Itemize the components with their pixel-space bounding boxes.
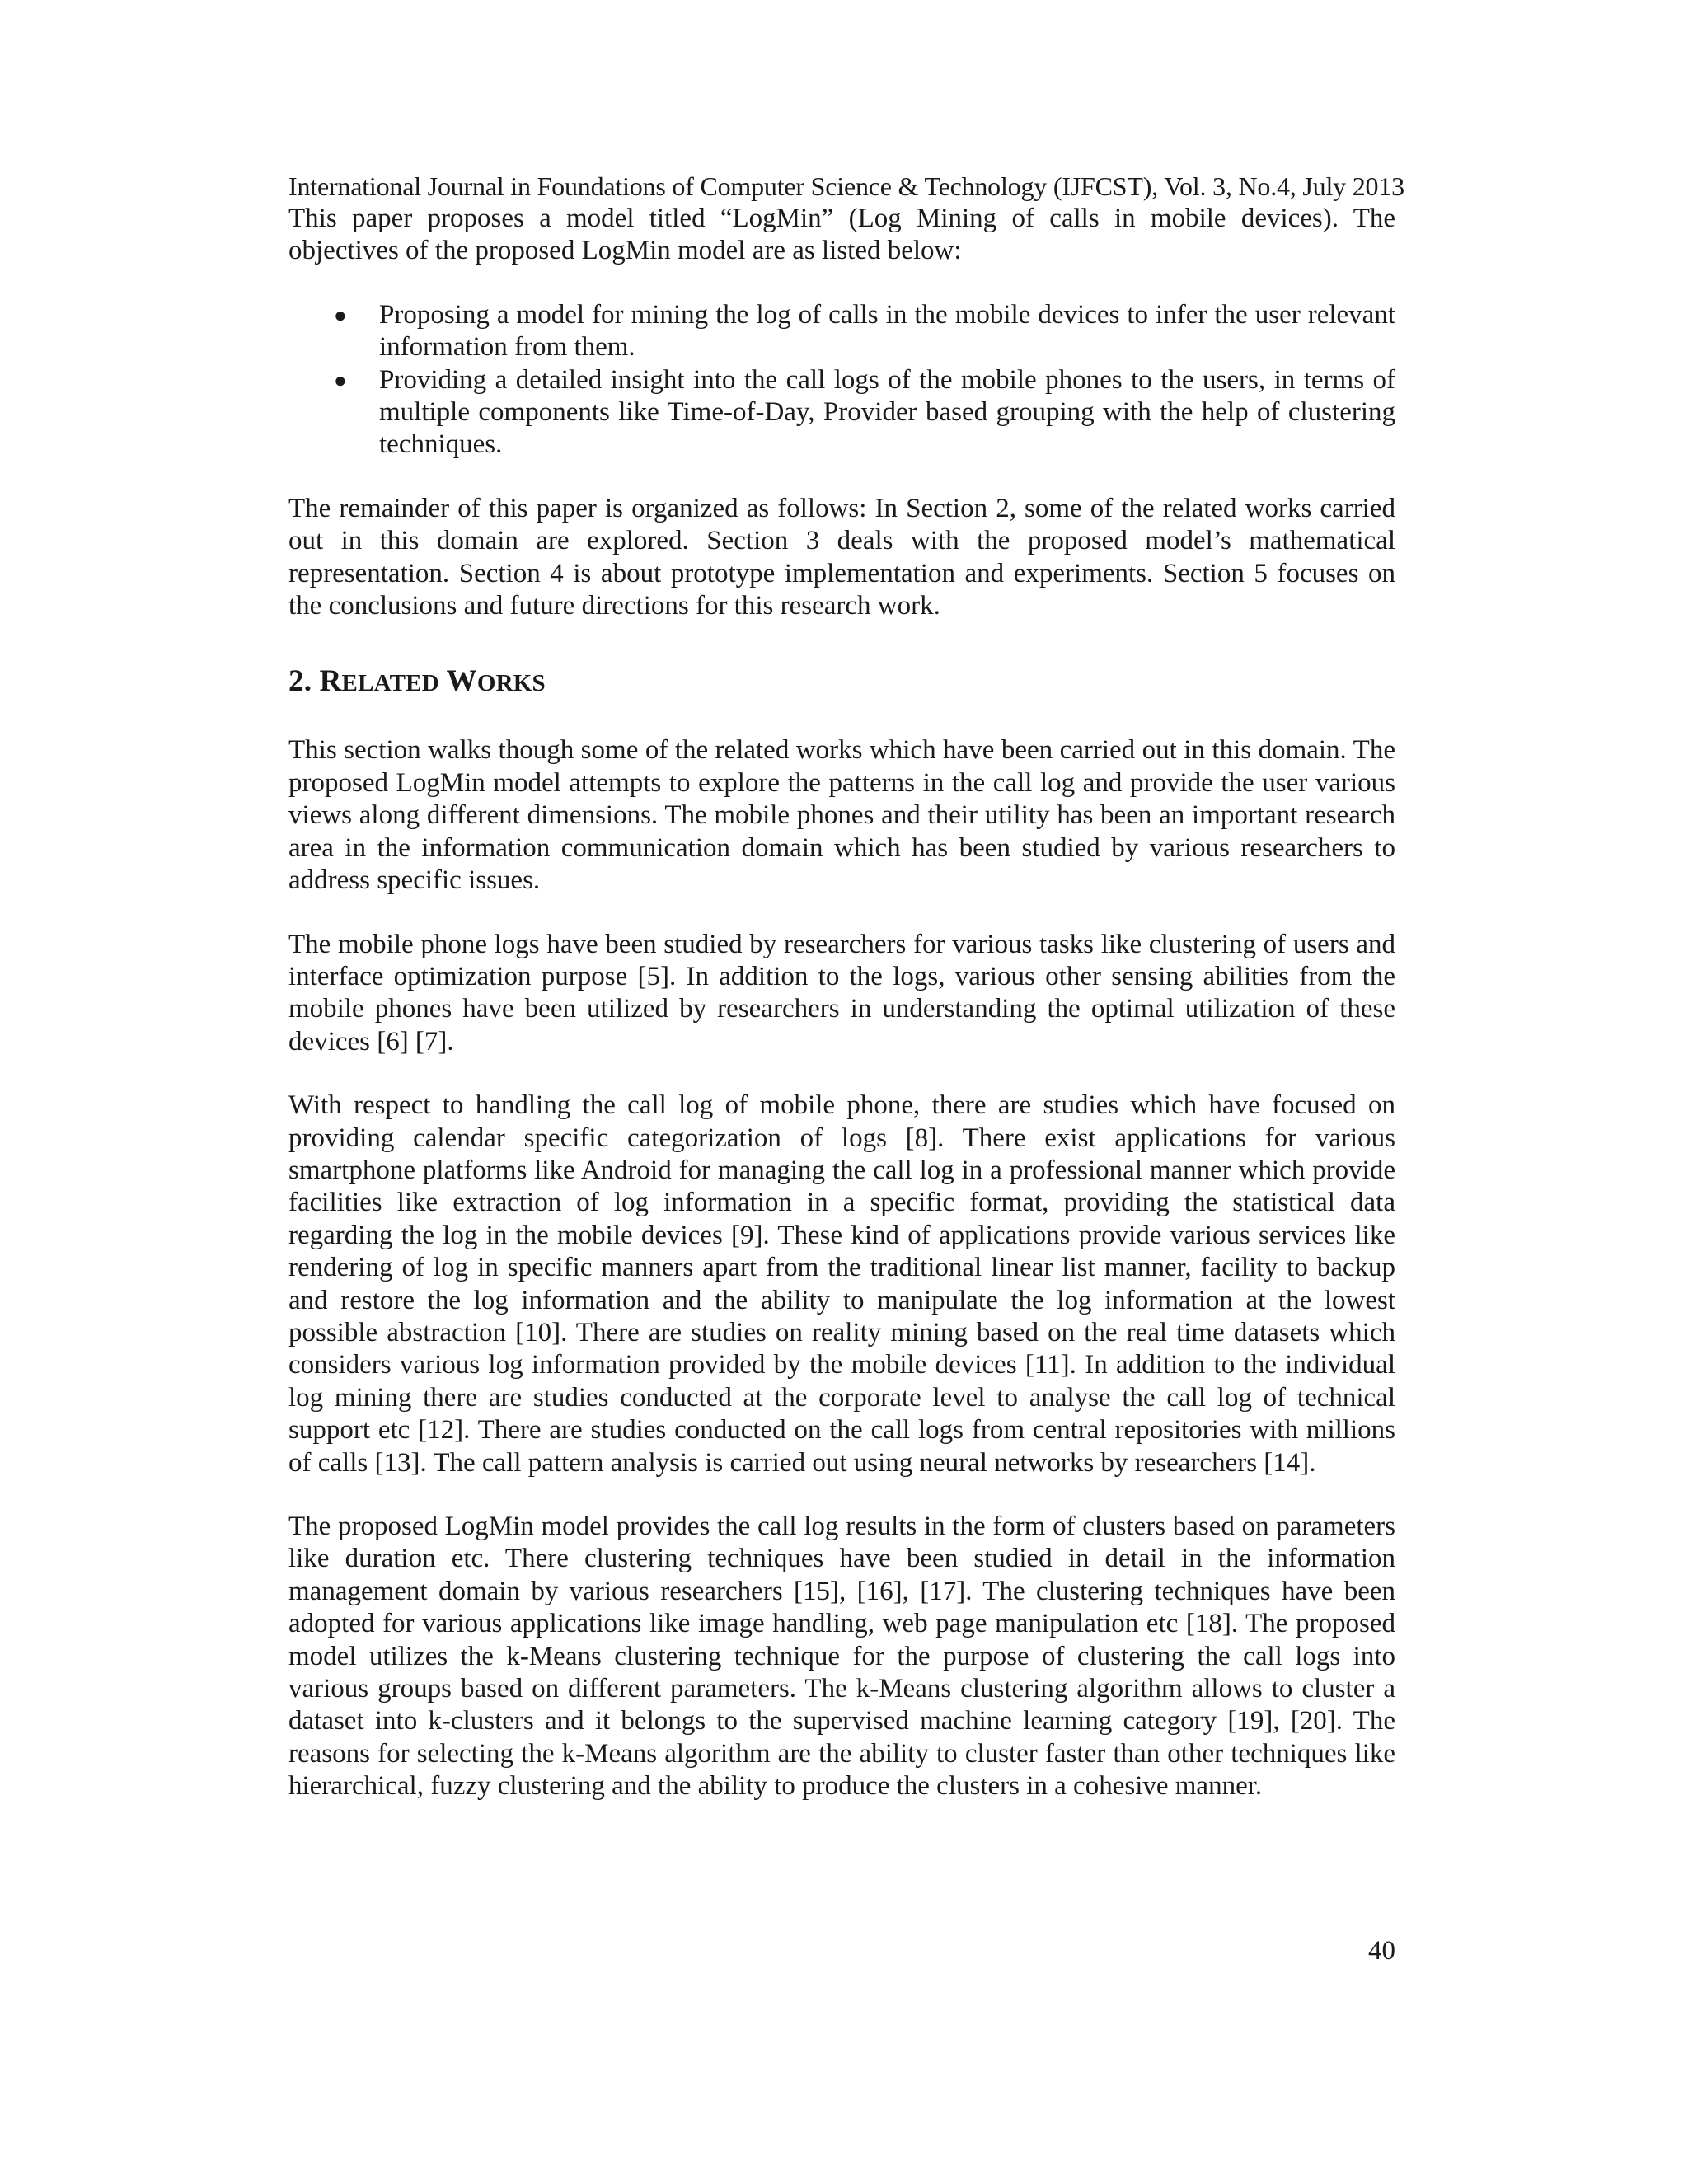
section-number: 2.: [288, 664, 312, 699]
running-header: International Journal in Foundations of Computer Science & Technology (IJFCST), Vol. 3, No.4, July 2013: [288, 171, 1404, 201]
paper-page: [288, 170, 1404, 1803]
bullet-icon: ●: [334, 302, 347, 327]
section-title-rest-1: ELATED: [341, 670, 439, 697]
list-item-text: Proposing a model for mining the log of calls in the mobile devices to infer the user relevant information from them.: [379, 299, 1395, 363]
section-heading: [288, 663, 1395, 701]
section-title-rest-2: ORKS: [476, 670, 546, 697]
section-title-initial-1: R: [319, 664, 342, 699]
section-paragraph: With respect to handling the call log of mobile phone, there are studies which have focused on providing calendar specific categorization of logs [8]. There exist applications for various smartphone platforms like Android for managing the call log in a professional manner which provide facilities like extraction of log information in a specific format, providing the statistical data regarding the log in the mobile devices [9]. These kind of applications provide various services like rendering of log in specific manners apart from the traditional linear list manner, facility to backup and restore the log information and the ability to manipulate the log information at the lowest possible abstraction [10]. There are studies on reality mining based on the real time datasets which considers various log information provided by the mobile devices [11]. In addition to the individual log mining there are studies conducted at the corporate level to analyse the call log of technical support etc [12]. There are studies conducted on the call logs from central repositories with millions of calls [13]. The call pattern analysis is carried out using neural networks by researchers [14].: [288, 1090, 1395, 1478]
objectives-list: [288, 299, 1395, 462]
bullet-icon: ●: [334, 368, 347, 392]
list-item: [288, 364, 1395, 462]
page-number: 40: [1368, 1936, 1395, 1966]
list-item: [288, 299, 1395, 364]
section-paragraph: The proposed LogMin model provides the call log results in the form of clusters based on parameters like duration etc. There clustering techniques have been studied in detail in the information management domain by various researchers [15], [16], [17]. The clustering techniques have been adopted for various applications like image handling, web page manipulation etc [18]. The proposed model utilizes the k-Means clustering technique for the purpose of clustering the call logs into various groups based on different parameters. The k-Means clustering algorithm allows to cluster a dataset into k-clusters and it belongs to the supervised machine learning category [19], [20]. The reasons for selecting the k-Means algorithm are the ability to cluster faster than other techniques like hierarchical, fuzzy clustering and the ability to produce the clusters in a cohesive manner.: [288, 1511, 1395, 1802]
section-paragraph: The mobile phone logs have been studied by researchers for various tasks like clustering of users and interface optimization purpose [5]. In addition to the logs, various other sensing abilities from the mobile phones have been utilized by researchers in understanding the optimal utilization of these devices [6] [7].: [288, 929, 1395, 1057]
organization-paragraph: The remainder of this paper is organized as follows: In Section 2, some of the related works carried out in this domain are explored. Section 3 deals with the proposed model’s mathematical representation. Section 4 is about prototype implementation and experiments. Section 5 focuses on the conclusions and future directions for this research work.: [288, 493, 1395, 621]
intro-paragraph: This paper proposes a model titled “LogMin” (Log Mining of calls in mobile devices). The objectives of the proposed LogMin model are as listed below:: [288, 204, 1395, 266]
section-paragraph: This section walks though some of the related works which have been carried out in this domain. The proposed LogMin model attempts to explore the patterns in the call log and provide the user various views along different dimensions. The mobile phones and their utility has been an important research area in the information communication domain which has been studied by various researchers to address specific issues.: [288, 735, 1395, 896]
list-item-text: Providing a detailed insight into the call logs of the mobile phones to the users, in terms of multiple components like Time-of-Day, Provider based grouping with the help of clustering techniques.: [379, 364, 1395, 460]
section-title-initial-2: W: [446, 664, 477, 699]
